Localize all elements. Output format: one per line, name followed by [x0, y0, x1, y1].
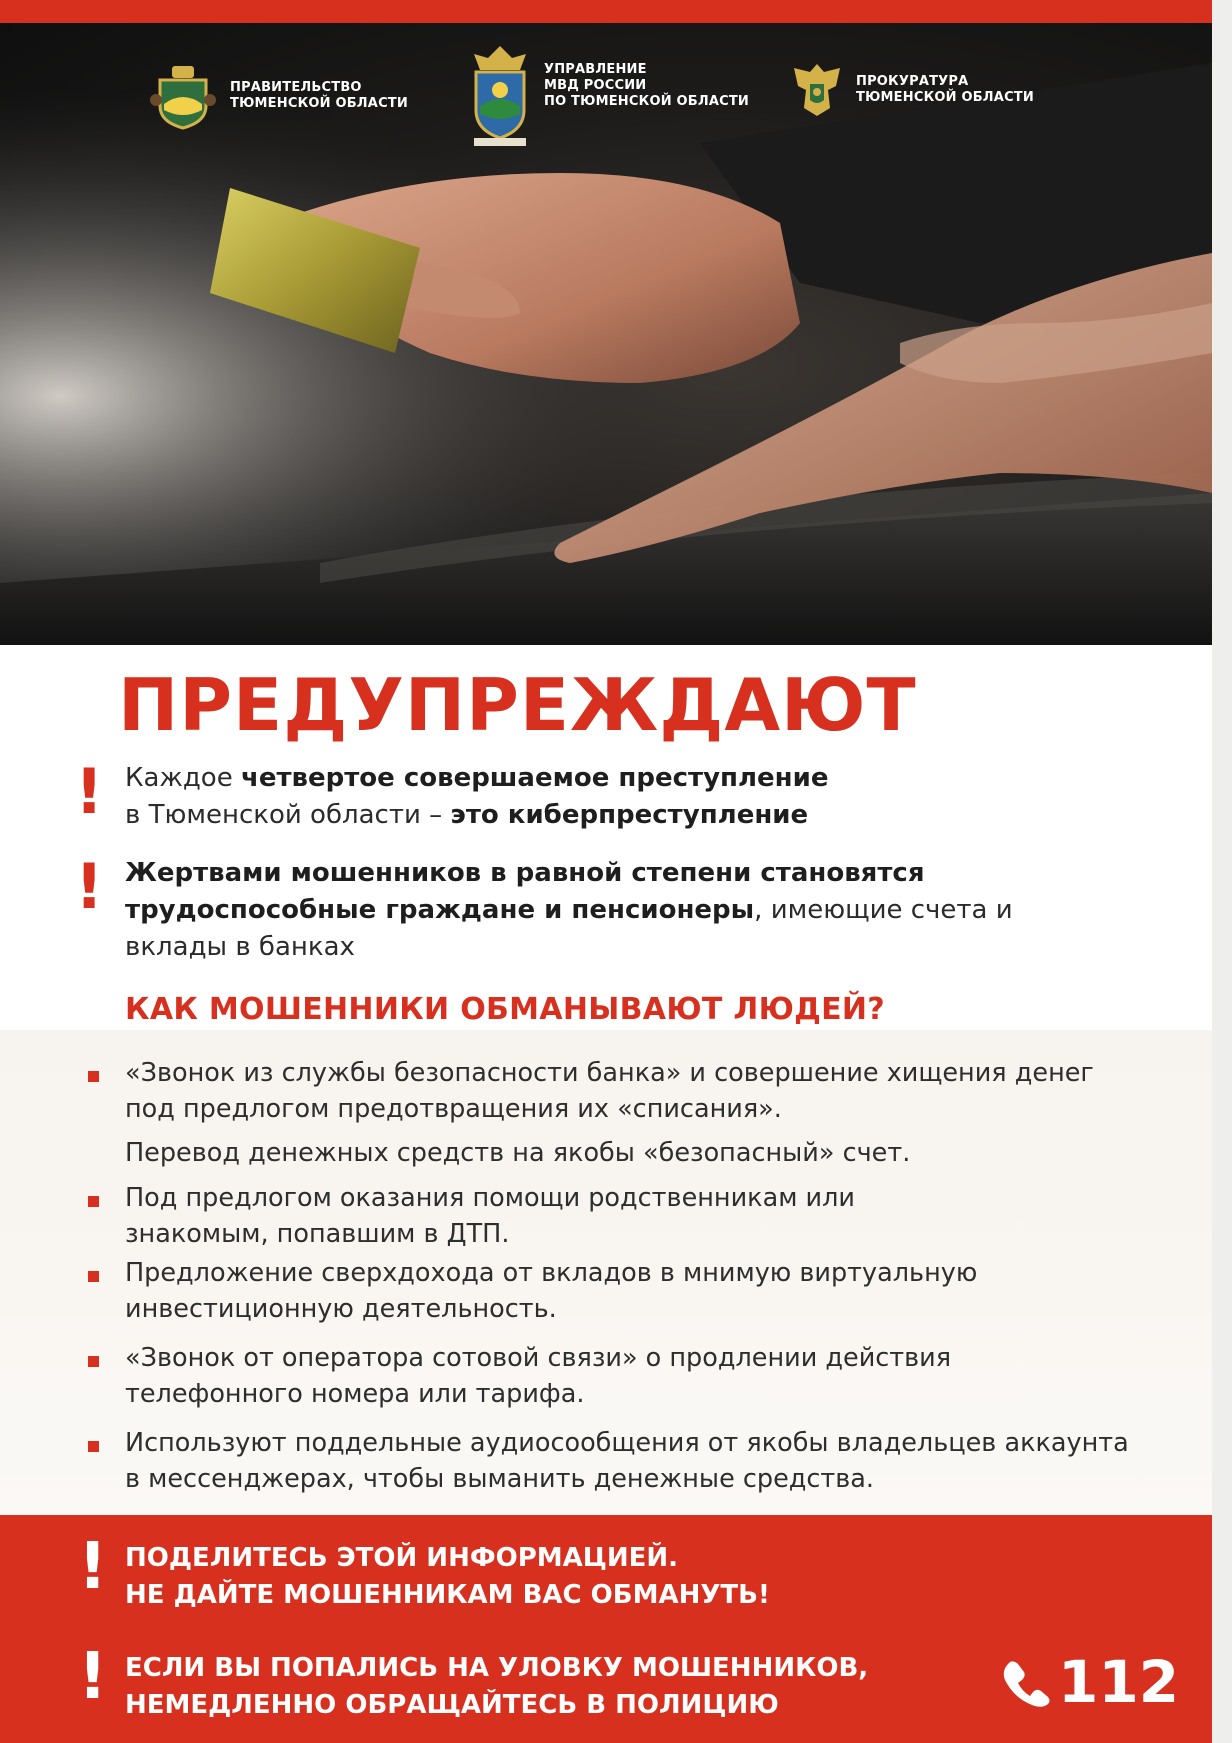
phone-icon	[1000, 1656, 1052, 1708]
logo-prosecutor-line-2: ТЮМЕНСКОЙ ОБЛАСТИ	[856, 90, 1034, 105]
footer-line-1: ПОДЕЛИТЕСЬ ЭТОЙ ИНФОРМАЦИЕЙ.	[125, 1543, 679, 1573]
prosecutor-eagle-icon	[790, 60, 844, 120]
alert-2-bold-1: Жертвами мошенников в равной степени становятся трудоспособные граждане и пенсионеры	[125, 858, 925, 925]
logo-prosecutor-line-1: ПРОКУРАТУРА	[856, 74, 969, 89]
logo-mvd-line-3: ПО ТЮМЕНСКОЙ ОБЛАСТИ	[544, 94, 750, 109]
list-item-text: Под предлогом оказания помощи родственникам или знакомым, попавшим в ДТП.	[125, 1183, 855, 1249]
section-title: КАК МОШЕННИКИ ОБМАНЫВАЮТ ЛЮДЕЙ?	[125, 992, 886, 1027]
footer-line-2: НЕ ДАЙТЕ МОШЕННИКАМ ВАС ОБМАНУТЬ!	[125, 1580, 770, 1610]
footer-exclamation-2: !	[78, 1640, 108, 1714]
footer-line-3: ЕСЛИ ВЫ ПОПАЛИСЬ НА УЛОВКУ МОШЕННИКОВ,	[125, 1653, 869, 1683]
footer-banner	[0, 1515, 1212, 1743]
headline: ПРЕДУПРЕЖДАЮТ	[118, 663, 917, 747]
bullet-square	[88, 1441, 99, 1452]
list-item-text: Используют поддельные аудиосообщения от якобы владельцев аккаунта в мессенджерах, чтобы выманить денежные средства.	[125, 1428, 1129, 1494]
main-content	[0, 645, 1212, 1515]
logo-mvd-line-2: МВД РОССИИ	[544, 78, 647, 93]
phone-number: 112	[1058, 1648, 1180, 1716]
list-item-text: «Звонок из службы безопасности банка» и совершение хищения денег под предлогом предотвращения их «списания».	[125, 1058, 1094, 1124]
bullet-square	[88, 1071, 99, 1082]
alert-1-text	[125, 760, 1025, 834]
list-item-text: «Звонок от оператора сотовой связи» о продлении действия телефонного номера или тарифа.	[125, 1343, 952, 1409]
logo-government-line-2: ТЮМЕНСКОЙ ОБЛАСТИ	[230, 96, 408, 111]
bullet-square	[88, 1271, 99, 1282]
top-accent-bar	[0, 0, 1212, 23]
alert-1-exclamation: !	[75, 755, 104, 828]
logo-government-line-1: ПРАВИТЕЛЬСТВО	[230, 80, 362, 95]
footer-line-4: НЕМЕДЛЕННО ОБРАЩАЙТЕСЬ В ПОЛИЦИЮ	[125, 1690, 779, 1720]
alert-1-bold-2: это киберпреступление	[450, 800, 809, 830]
logo-government	[150, 60, 408, 132]
list-item-text: Перевод денежных средств на якобы «безопасный» счет.	[125, 1138, 911, 1168]
alert-2-text	[125, 855, 1045, 966]
alert-2-exclamation: !	[75, 850, 104, 923]
logo-mvd-line-1: УПРАВЛЕНИЕ	[544, 62, 647, 77]
police-emblem-icon	[468, 44, 532, 148]
logo-mvd	[468, 44, 749, 148]
logo-row	[0, 40, 1212, 160]
logo-prosecutor	[790, 60, 1034, 120]
bullet-square	[88, 1196, 99, 1207]
alert-1-part-1: Каждое	[125, 763, 241, 793]
alert-1-bold-1: четвертое совершаемое преступление	[240, 763, 829, 793]
alert-1-part-2: в Тюменской области –	[125, 800, 451, 830]
scan-edge	[1212, 0, 1232, 1743]
emergency-phone[interactable]	[1000, 1650, 1179, 1714]
coat-of-arms-icon	[150, 60, 216, 132]
list-item-text: Предложение сверхдохода от вкладов в мнимую виртуальную инвестиционную деятельность.	[125, 1258, 978, 1324]
bullet-square	[88, 1356, 99, 1367]
alert-2-part-2: , имеющие счета и вклады в банках	[125, 895, 1013, 962]
footer-exclamation-1: !	[78, 1530, 108, 1604]
